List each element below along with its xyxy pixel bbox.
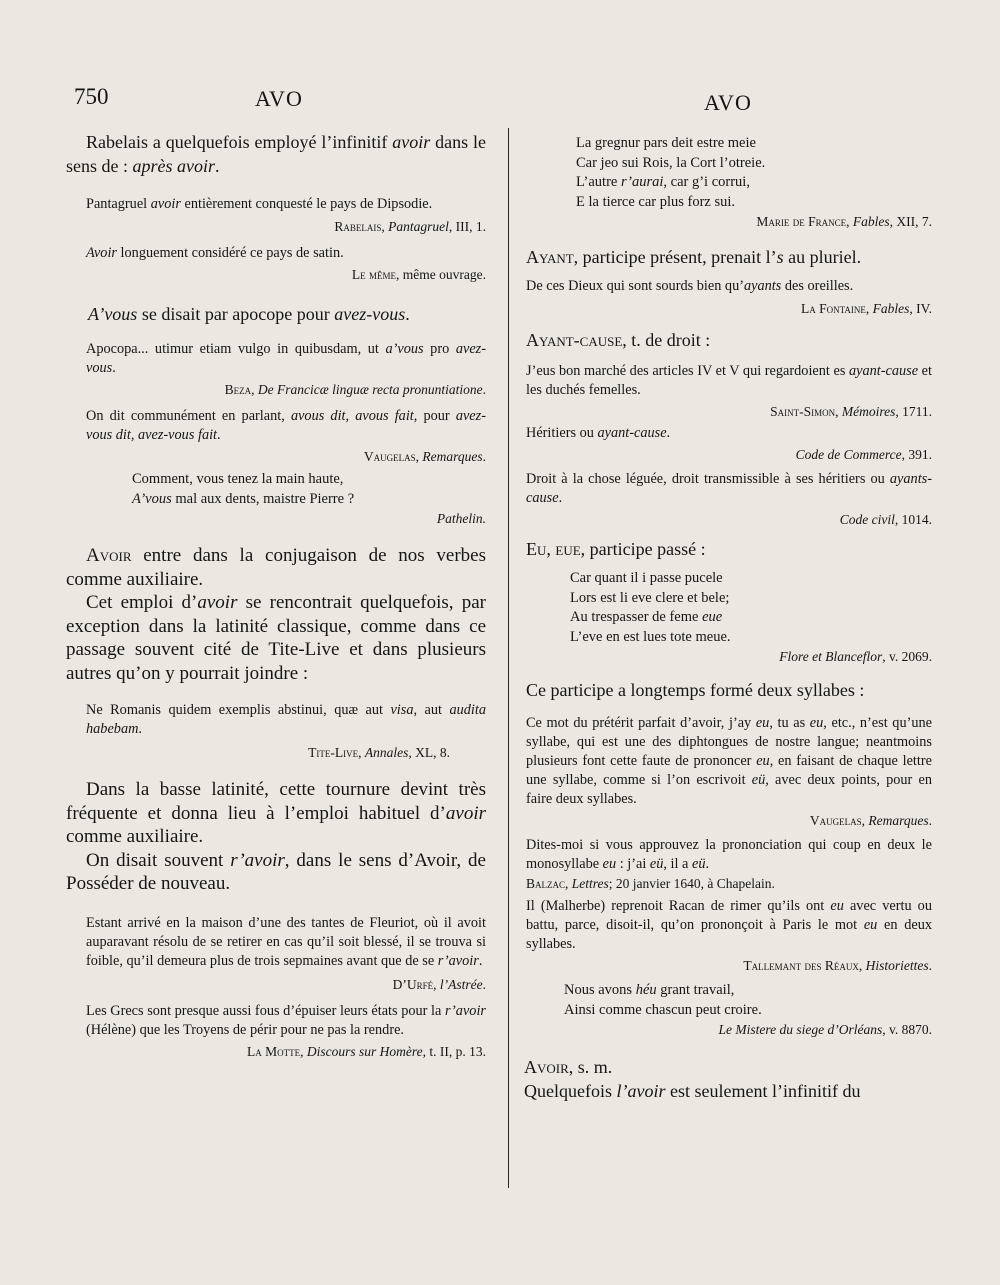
source-marie-de-france: Marie de France, Fables, XII, 7. [756,214,932,229]
paragraph-auxiliaire: Avoir entre dans la conjugaison de nos verbes comme auxiliaire. [66,545,486,590]
right-column [520,130,932,1103]
paragraph-ayant: Ayant, participe présent, prenait l’s au pluriel. [526,247,862,267]
citation-vaugelas-eu: Ce mot du prétérit parfait d’avoir, j’ay eu, tu as eu, etc., n’est qu’une syllabe, qui est une des diphtongues de nostre langue; neantmoins plusieurs font cette faute de prononcer eu, en faisant de chaque lettre une syllabe, comme si l’on escrivoit eü, avec deux points, pour en faire deux syllabes. [526,715,933,807]
citation-urfe: Estant arrivé en la maison d’une des tantes de Fleuriot, où il avoit auparavant résolu de se retirer en cas qu’il soit blessé, il se trouva si foible, qu’il demeura plus de trois sepmaines avant que de se r’avoir. [86,914,486,969]
citation-balzac: Dites-moi si vous approuvez la prononciation qui coup en deux le monosyllabe eu : j’ai eü, il a eü. [526,837,932,872]
citation-code-civil: Droit à la chose léguée, droit transmissible à ses héritiers ou ayants-cause. [526,471,932,506]
citation-tallemant: Il (Malherbe) reprenoit Racan de rimer qu’ils ont eu avec vertu ou battu, parce, disoit-il, qu’on prononçoit à Paris le mot eu en deux syllabes. [526,898,933,952]
column-divider [508,128,509,1188]
source-beza: Beza, De Francicæ linguæ recta pronuntiatione. [224,382,486,397]
source-mistere-orleans: Le Mistere du siege d’Orléans, v. 8870. [718,1022,932,1037]
source-balzac: Balzac, Lettres; 20 janvier 1640, à Chapelain. [526,876,775,891]
paragraph-latinite-classique: Cet emploi d’avoir se rencontrait quelquefois, par exception dans la latinité classique, comme dans ce passage souvent cité de Tite-Live et dans plusieurs autres qu’on y pourrait joindre : [66,592,486,684]
source-tite-live: Tite-Live, Annales, XL, 8. [308,745,450,760]
running-headword-left: AVO [255,86,303,111]
source-flore-blanceflor: Flore et Blanceflor, v. 2069. [779,649,932,664]
source-la-motte: La Motte, Discours sur Homère, t. II, p. 13. [247,1043,486,1059]
citation-la-fontaine: De ces Dieux qui sont sourds bien qu’ayants des oreilles. [526,278,854,294]
paragraph-ravoir: On disait souvent r’avoir, dans le sens d’Avoir, de Posséder de nouveau. [66,849,486,894]
paragraph-deux-syllabes: Ce participe a longtemps formé deux syllabes : [526,680,865,700]
source-rabelais: Rabelais, Pantagruel, III, 1. [334,219,486,234]
verse-marie-de-france: La gregnur pars deit estre meie Car jeo sui Rois, la Cort l’otreie. L’autre r’aurai, car g’i corrui, E la tierce car plus forz sui. [576,135,766,210]
citation-pantagruel-1: Pantagruel avoir entièrement conquesté le pays de Dipsodie. [86,196,433,212]
page-number: 750 [74,84,109,109]
source-urfe: D’Urfé, l’Astrée. [392,976,486,992]
verse-flore-blanceflor: Car quant il i passe pucele Lors est li eve clere et bele; Au trespasser de feme eue L’eve en est lues tote meue. [570,570,731,645]
page-header [0,84,1000,114]
source-code-civil: Code civil, 1014. [839,512,932,527]
citation-tite-live: Ne Romanis quidem exemplis abstinui, quæ aut visa, aut audita habebam. [86,702,486,737]
citation-pantagruel-2: Avoir longuement considéré ce pays de satin. [86,245,344,261]
source-code-commerce: Code de Commerce, 391. [795,447,932,462]
paragraph-rabelais-infinitive: Rabelais a quelquefois employé l’infinitif avoir dans le sens de : après avoir. [66,132,487,176]
verse-mistere-orleans: Nous avons héu grant travail, Ainsi comme chascun peut croire. [564,982,762,1018]
source-vaugelas-2: Vaugelas, Remarques. [809,813,932,828]
left-column [66,130,486,1061]
source-pathelin: Pathelin. [436,511,486,526]
source-vaugelas-1: Vaugelas, Remarques. [363,449,486,464]
source-saint-simon: Saint-Simon, Mémoires, 1711. [770,404,932,419]
paragraph-avous: A’vous se disait par apocope pour avez-vous. [88,304,410,324]
citation-la-motte: Les Grecs sont presque aussi fous d’épuiser leurs états pour la r’avoir (Hélène) que les Troyens de périr pour ne pas la rendre. [86,1002,486,1038]
citation-saint-simon: J’eus bon marché des articles IV et V qui regardoient es ayant-cause et les duchés femelles. [526,363,932,398]
paragraph-avoir-noun: Avoir, s. m. [524,1057,613,1077]
running-headword-right: AVO [704,90,752,115]
citation-beza: Apocopa... utimur etiam vulgo in quibusdam, ut a’vous pro avez-vous. [86,341,486,376]
paragraph-basse-latinite: Dans la basse latinité, cette tournure devint très fréquente et donna lieu à l’emploi habituel d’avoir comme auxiliaire. [66,779,486,847]
source-la-fontaine: La Fontaine, Fables, IV. [800,301,932,316]
source-tallemant: Tallemant des Réaux, Historiettes. [743,958,932,973]
paragraph-avoir-infinitif: Quelquefois l’avoir est seulement l’infinitif du [524,1081,861,1101]
verse-pathelin: Comment, vous tenez la main haute, A’vous mal aux dents, maistre Pierre ? [132,471,355,507]
paragraph-eu: Eu, eue, participe passé : [526,539,706,559]
paragraph-ayant-cause: Ayant-cause, t. de droit : [526,330,711,350]
citation-code-commerce: Héritiers ou ayant-cause. [526,425,671,441]
citation-vaugelas-avous: On dit communément en parlant, avous dit, avous fait, pour avez-vous dit, avez-vous fait. [86,408,486,443]
source-le-meme: Le même, même ouvrage. [351,267,486,282]
